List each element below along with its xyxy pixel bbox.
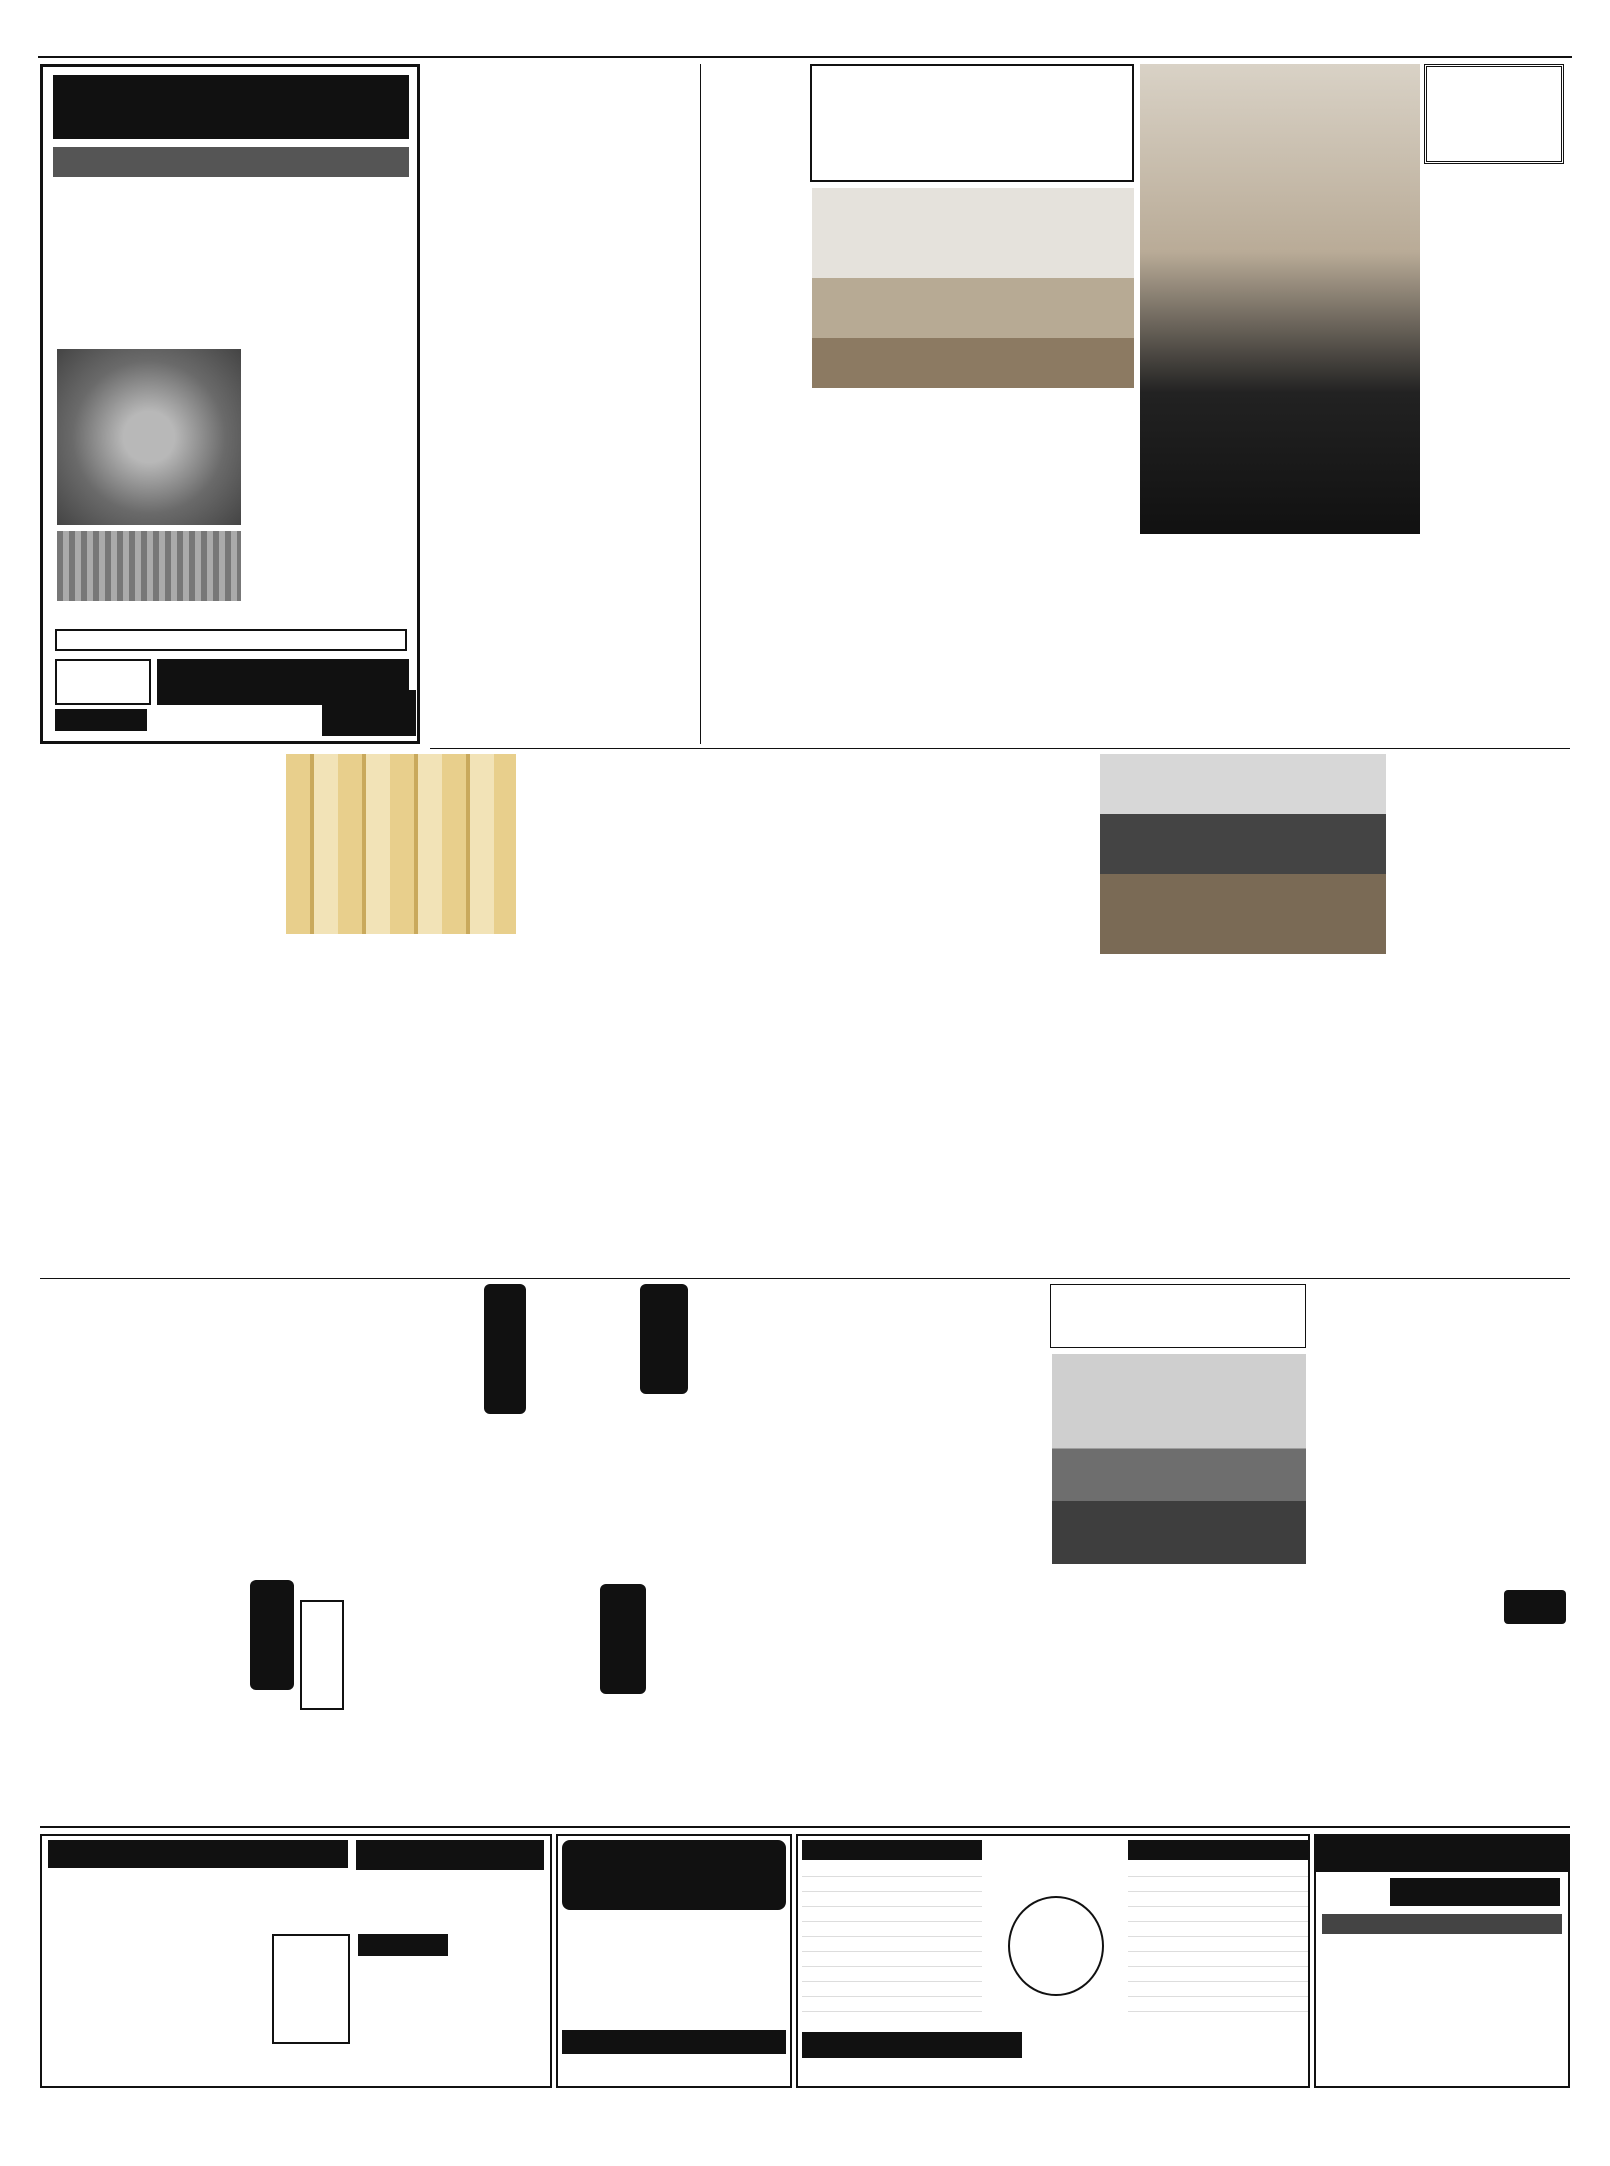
match-men-list: [802, 1862, 982, 2022]
delivery-badge: [322, 690, 416, 736]
tag-seminar: [484, 1284, 526, 1414]
hotel-room-photo: [812, 188, 1134, 388]
boat-title: [1316, 1836, 1568, 1872]
takada-continued: [706, 754, 1094, 1274]
events-col-5: [350, 1584, 596, 1820]
land-subheadline: [220, 790, 250, 1170]
land-body: [40, 754, 216, 1274]
tag-exhibit: [640, 1284, 688, 1394]
takada-lead: [706, 64, 806, 744]
smile-headline: [1520, 172, 1566, 732]
land-headline: [250, 754, 282, 1174]
smile-corner: [1424, 64, 1564, 164]
concert-body: [1390, 754, 1500, 1274]
bus-title-box: [562, 1840, 786, 1910]
match-men: [802, 1840, 982, 1860]
agaricus-body: [249, 349, 409, 599]
picture-letter-photo: [286, 754, 516, 934]
takada-header: [810, 64, 1134, 182]
boat-inkuru: [1390, 1878, 1560, 1906]
events-col-6: [650, 1700, 696, 1820]
picture-headline: [648, 754, 694, 1254]
match-org: [802, 2032, 1022, 2058]
concert-headline: [1534, 754, 1568, 1274]
agaricus-price: [55, 629, 407, 651]
rack-photo: [57, 531, 241, 601]
concert-body-2: [1100, 960, 1386, 1274]
sterilizer-photo: [57, 349, 241, 525]
events-col-3: [40, 1284, 480, 1574]
match-women: [1128, 1840, 1308, 1860]
temple-tag: [48, 1840, 348, 1868]
events-col-1: [700, 1284, 1044, 1820]
temple-ad: [40, 1834, 552, 2088]
tag-event: [1504, 1590, 1566, 1624]
agaricus-ad: [40, 64, 420, 744]
couple-illustration: [1008, 1896, 1104, 1996]
concert-subheadline: [1504, 800, 1534, 1270]
picture-body: [520, 754, 616, 1274]
moon-body: [430, 64, 604, 744]
events-col-2: [530, 1284, 634, 1580]
tanikawa-body: [1310, 1284, 1566, 1584]
moon-headline: [640, 64, 694, 564]
concert-photo: [1100, 754, 1386, 954]
agaricus-intro: [55, 205, 407, 293]
contact-label: [55, 709, 147, 731]
takada-body: [812, 396, 1134, 744]
picture-body-2: [286, 940, 516, 1274]
match-women-list: [1128, 1862, 1308, 2022]
staff-portrait: [1140, 64, 1420, 534]
picture-subheadline: [620, 790, 648, 1250]
moon-subheadline: [606, 90, 640, 570]
boat-ad: [1314, 1834, 1570, 2088]
agaricus-subtitle: [53, 147, 409, 177]
match-ad: [796, 1834, 1310, 2088]
shop-label: [55, 659, 151, 705]
bus-ad: [556, 1834, 792, 2088]
tag-kurasai: [300, 1600, 344, 1710]
boat-time: [1322, 1914, 1562, 1934]
masthead: [38, 26, 1572, 58]
staff-caption: [1140, 540, 1420, 730]
events-event-body: [1310, 1590, 1566, 1820]
lecture-photo: [1052, 1354, 1306, 1564]
tag-recruit: [250, 1580, 294, 1690]
tag-notice: [600, 1584, 646, 1694]
temple-right-title: [356, 1840, 544, 1870]
events-col-7: [1050, 1590, 1304, 1820]
tanikawa-header: [1050, 1284, 1306, 1348]
smile-body: [1422, 172, 1516, 732]
bus-company: [562, 2030, 786, 2054]
agaricus-title: [53, 75, 409, 139]
temple-label: [358, 1934, 448, 1956]
events-col-4: [40, 1580, 246, 1820]
temple-brand: [272, 1934, 350, 2044]
